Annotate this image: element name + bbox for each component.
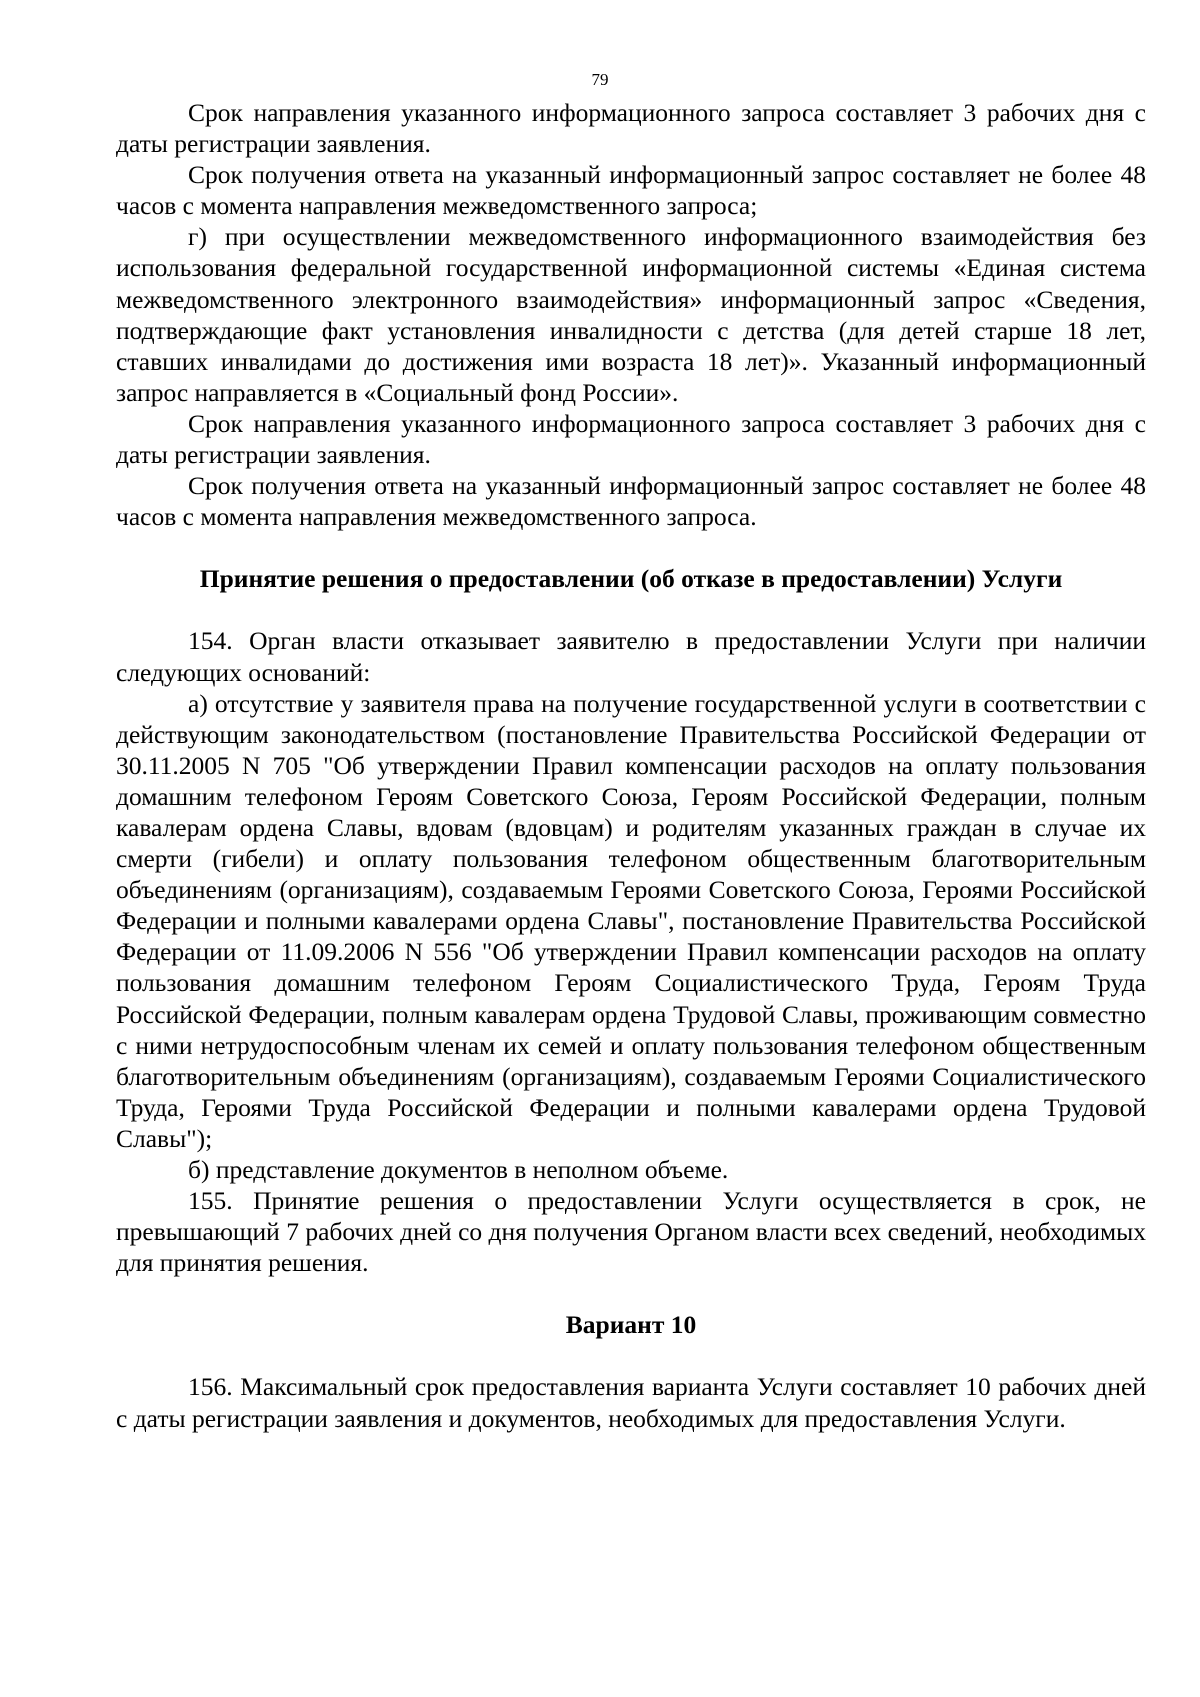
page-number: 79 <box>591 70 609 89</box>
paragraph: Срок направления указанного информационного запроса составляет 3 рабочих дня с даты регистрации заявления. <box>116 98 1146 159</box>
document-body <box>116 97 1146 1434</box>
paragraph: 156. Максимальный срок предоставления варианта Услуги составляет 10 рабочих дней с даты регистрации заявления и документов, необходимых для предоставления Услуги. <box>116 1372 1146 1433</box>
paragraph: Срок получения ответа на указанный информационный запрос составляет не более 48 часов с момента направления межведомственного запроса; <box>116 160 1146 221</box>
paragraph: г) при осуществлении межведомственного информационного взаимодействия без использования федеральной государственной информационной системы «Единая система межведомственного электронного взаимодействия» информационный запрос «Сведения, подтверждающие факт установления инвалидности с детства (для детей старше 18 лет, ставших инвалидами до достижения ими возраста 18 лет)». Указанный информационный запрос направляется в «Социальный фонд России». <box>116 222 1146 407</box>
paragraph: а) отсутствие у заявителя права на получение государственной услуги в соответствии с действующим законодательством (постановление Правительства Российской Федерации от 30.11.2005 N 705 "Об утверждении Правил компенсации расходов на оплату пользования домашним телефоном Героям Советского Союза, Героям Российской Федерации, полным кавалерам ордена Славы, вдовам (вдовцам) и родителям указанных граждан в случае их смерти (гибели) и оплату пользования телефоном общественным благотворительным объединениям (организациям), создаваемым Героями Советского Союза, Героями Российской Федерации и полными кавалерами ордена Славы", постановление Правительства Российской Федерации от 11.09.2006 N 556 "Об утверждении Правил компенсации расходов на оплату пользования домашним телефоном Героям Социалистического Труда, Героям Труда Российской Федерации, полным кавалерам ордена Трудовой Славы, проживающим совместно с ними нетрудоспособным членам их семей и оплату пользования телефоном общественным благотворительным объединениям (организациям), создаваемым Героями Социалистического Труда, Героями Труда Российской Федерации и полными кавалерами ордена Трудовой Славы"); <box>116 688 1146 1153</box>
paragraph: б) представление документов в неполном объеме. <box>188 1155 729 1184</box>
section-heading: Вариант 10 <box>565 1310 697 1340</box>
paragraph: 155. Принятие решения о предоставлении Услуги осуществляется в срок, не превышающий 7 рабочих дней со дня получения Органом власти всех сведений, необходимых для принятия решения. <box>116 1186 1146 1278</box>
paragraph: Срок направления указанного информационного запроса составляет 3 рабочих дня с даты регистрации заявления. <box>116 408 1146 470</box>
section-heading: Принятие решения о предоставлении (об отказе в предоставлении) Услуги <box>199 564 1063 594</box>
paragraph: 154. Орган власти отказывает заявителю в предоставлении Услуги при наличии следующих оснований: <box>116 626 1146 687</box>
paragraph: Срок получения ответа на указанный информационный запрос составляет не более 48 часов с момента направления межведомственного запроса. <box>116 471 1146 532</box>
